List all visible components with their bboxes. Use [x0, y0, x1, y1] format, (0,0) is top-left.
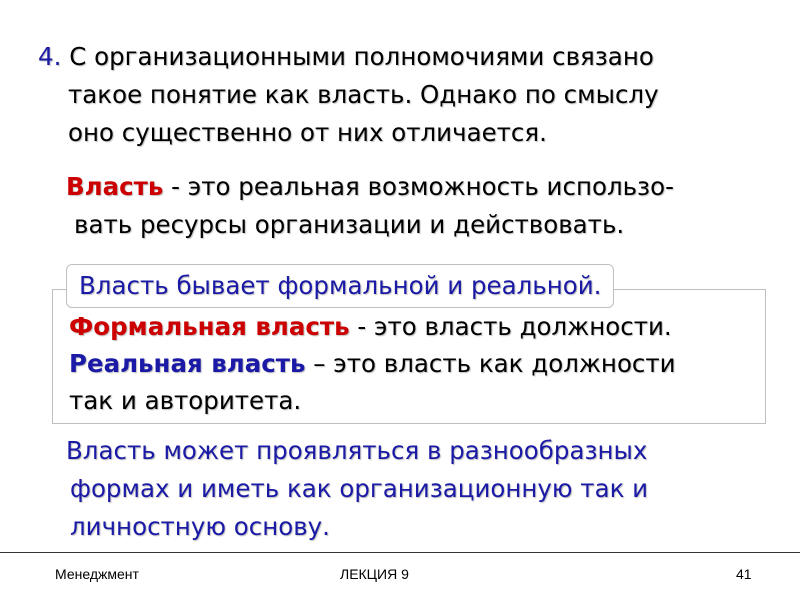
power-definition — [66, 168, 756, 244]
paragraph-line: формах и иметь как организационную так и — [70, 474, 649, 503]
footer-page-number: 41 — [736, 566, 752, 582]
paragraph-line: вать ресурсы организации и действовать. — [74, 210, 625, 239]
footer-course: Менеджмент — [55, 566, 139, 582]
paragraph-text: С организационными полномочиями связано — [69, 42, 654, 71]
real-power-line-2: так и авторитета. — [69, 386, 302, 415]
real-power-line — [69, 345, 759, 382]
paragraph-line: Власть может проявляться в разнообразных — [66, 436, 648, 465]
definition-text: - это реальная возможность использо- — [163, 172, 674, 201]
power-term: Власть — [66, 172, 164, 201]
real-power-text: – это власть как должности — [305, 349, 676, 378]
power-types-title: Власть бывает формальной и реальной. — [66, 264, 614, 308]
real-power-term: Реальная власть — [69, 349, 306, 378]
paragraph-line — [38, 38, 768, 76]
formal-power-term: Формальная власть — [69, 312, 350, 341]
item-number: 4. — [38, 42, 62, 71]
paragraph-line — [66, 172, 674, 201]
footer-lecture: ЛЕКЦИЯ 9 — [340, 566, 409, 582]
paragraph-line: оно существенно от них отличается. — [68, 118, 547, 147]
paragraph-line: такое понятие как власть. Однако по смыслу — [68, 80, 659, 109]
power-forms-paragraph — [62, 432, 752, 546]
paragraph-authority-intro — [38, 38, 768, 152]
paragraph-line: личностную основу. — [70, 512, 330, 541]
power-types-body — [69, 308, 759, 419]
formal-power-text: - это власть должности. — [349, 312, 672, 341]
formal-power-line — [69, 308, 759, 345]
footer-divider — [0, 552, 800, 553]
